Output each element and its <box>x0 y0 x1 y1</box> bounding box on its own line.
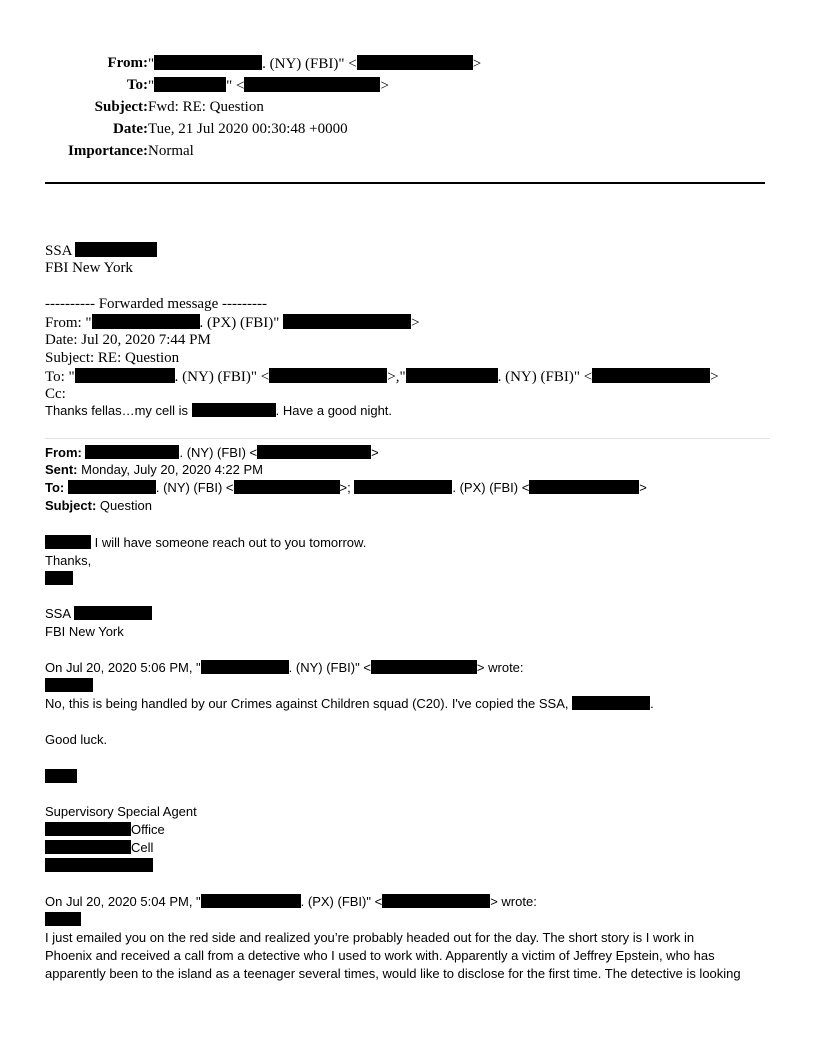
email2-sent: Sent: Monday, July 20, 2020 4:22 PM <box>45 462 263 477</box>
redaction-block <box>92 314 200 329</box>
email2-signature-name <box>45 571 73 586</box>
quote1-good-luck: Good luck. <box>45 732 108 747</box>
header-subject-value: Fwd: RE: Question <box>148 99 264 115</box>
email2-from: From: . (NY) (FBI) < > <box>45 445 379 460</box>
redaction-block <box>75 242 157 257</box>
redaction-block <box>382 894 490 908</box>
redaction-block <box>529 480 639 494</box>
quote1-salutation <box>45 678 93 693</box>
redaction-block <box>85 445 179 459</box>
header-importance-label: Importance: <box>68 143 148 159</box>
quote1-signature-office: Office <box>45 822 165 837</box>
quote1-body: No, this is being handled by our Crimes against Children squad (C20). I've copied the SSA, . <box>45 696 654 711</box>
redaction-block <box>45 840 131 854</box>
quote2-salutation <box>45 912 81 927</box>
forwarded-subject: Subject: RE: Question <box>45 350 180 366</box>
redaction-block <box>45 535 91 549</box>
redaction-block <box>357 55 473 70</box>
quote2-body-line1: I just emailed you on the red side and realized you’re probably headed out for the day. The short story is I work in <box>45 930 695 945</box>
redaction-block <box>201 660 289 674</box>
forwarded-date: Date: Jul 20, 2020 7:44 PM <box>45 332 211 348</box>
redaction-block <box>257 445 371 459</box>
message-separator <box>45 438 770 439</box>
top-signature-title: SSA <box>45 242 157 260</box>
redaction-block <box>244 77 380 92</box>
redaction-block <box>45 678 93 692</box>
header-to-value: " " < > <box>148 78 389 94</box>
email2-to: To: . (NY) (FBI) < >; . (PX) (FBI) < > <box>45 480 647 495</box>
redaction-block <box>45 858 153 872</box>
quote2-body-line2: Phoenix and received a call from a detective who I used to work with. Apparently a victim of Jeffrey Epstein, who has <box>45 948 715 963</box>
header-date-value: Tue, 21 Jul 2020 00:30:48 +0000 <box>148 121 348 137</box>
redaction-block <box>592 368 710 383</box>
quote1-signature-cell: Cell <box>45 840 153 855</box>
redaction-block <box>74 606 152 620</box>
header-divider <box>45 182 765 184</box>
redaction-block <box>371 660 477 674</box>
header-date-label: Date: <box>113 121 148 137</box>
redaction-block <box>192 403 276 417</box>
header-to-label: To: <box>126 77 148 93</box>
redaction-block <box>75 368 175 383</box>
email2-subject: Subject: Question <box>45 498 152 513</box>
redaction-block <box>45 912 81 926</box>
redaction-block <box>406 368 498 383</box>
header-subject-label: Subject: <box>94 99 148 115</box>
quote2-intro: On Jul 20, 2020 5:04 PM, " . (PX) (FBI)" < > wrote: <box>45 894 537 909</box>
redaction-block <box>201 894 301 908</box>
email2-body-thanks: Thanks, <box>45 553 92 568</box>
quote1-signature-title: Supervisory Special Agent <box>45 804 197 819</box>
forwarded-cc: Cc: <box>45 386 66 402</box>
header-importance-value: Normal <box>148 143 194 159</box>
forwarded-divider: ---------- Forwarded message --------- <box>45 296 267 312</box>
redaction-block <box>354 480 452 494</box>
header-from-label: From: <box>107 55 148 71</box>
email2-signature-office: FBI New York <box>45 624 124 639</box>
redaction-block <box>154 55 262 70</box>
quote1-signature-extra <box>45 858 153 873</box>
quote1-intro: On Jul 20, 2020 5:06 PM, " . (NY) (FBI)" < > wrote: <box>45 660 524 675</box>
redaction-block <box>269 368 387 383</box>
forwarded-to: To: " . (NY) (FBI)" < >," . (NY) (FBI)" < > <box>45 369 719 385</box>
email2-signature-title: SSA <box>45 606 152 621</box>
redaction-block <box>154 77 226 92</box>
redaction-block <box>45 769 77 783</box>
redaction-block <box>234 480 340 494</box>
redaction-block <box>45 571 73 585</box>
redaction-block <box>68 480 156 494</box>
redaction-block <box>45 822 131 836</box>
redaction-block <box>283 314 411 329</box>
quote2-body-line3: apparently been to the island as a teenager several times, would like to disclose for the first time. The detective is looking <box>45 966 741 981</box>
redaction-block <box>572 696 650 710</box>
forwarded-from: From: " . (PX) (FBI)" > <box>45 315 420 331</box>
email2-body-line1: I will have someone reach out to you tomorrow. <box>45 535 366 550</box>
top-signature-office: FBI New York <box>45 260 133 276</box>
forwarded-body: Thanks fellas…my cell is . Have a good night. <box>45 403 393 418</box>
quote1-signature-name <box>45 769 77 784</box>
header-from-value: " . (NY) (FBI)" < > <box>148 56 482 72</box>
